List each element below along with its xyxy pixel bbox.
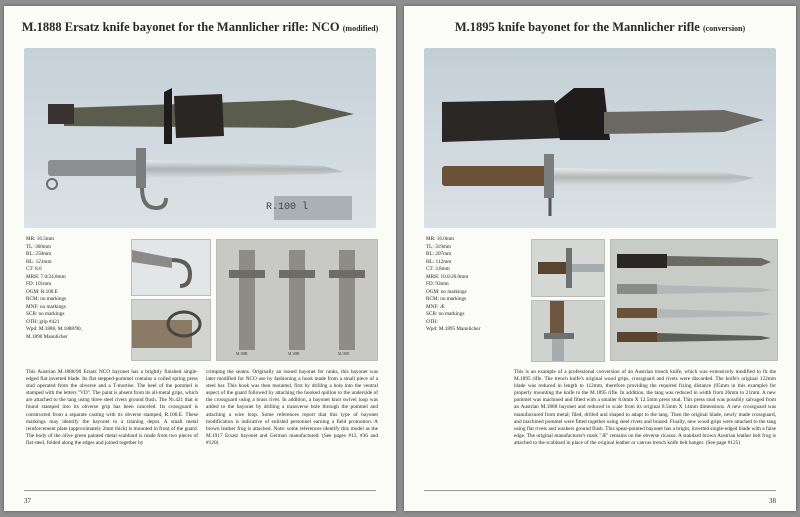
left-body-column-1: This Austrian M.1888/90 Ersatz NCO bayonet has a brightly finished single-edged flat inverted blade. Its flat stepped-pommel contains a coiled spring press stud operated from the obverse and a T-mortise. The heel of the pommel is stamped with the letters "VD". The paint is absent from its all-metal grips, which are attached to the tang using three steel rivets ground flush. The Nr.421 that is found stamped into its obverse grip has been canceled. Its crossguard is constructed from a separate casting with its obverse stamped, R.100.E. These markings may identify the bayonet to a training depot. A small metal reinforcement plate (approximately 2mm thick) is mounted in front of the guard. The body of the olive green painted metal scabbard is made from two pieces of flat steel, folded along the edges and joined together by — [26, 369, 198, 446]
footer-rule — [24, 490, 376, 491]
left-specs — [26, 236, 82, 341]
spec-line: HL: 121mm — [26, 258, 52, 265]
spec-line: Wpd: M.1888, M.1888/90, — [26, 326, 82, 332]
spec-line: MRH: 10.0/26.0mm — [426, 273, 469, 280]
left-body-column-2: crimping the seams. Originally an issued bayonet for ranks, this bayonet was later modified for NCO use by fashioning a hook made from a small piece of a steel bar. This hook was then mounted, first by drilling a hole into the ventral aspect of the guard followed by attaching the hooked quillon to the underside of the crossguard using a brass rivet. In addition, a bayonet knot swivel loop was added to the bayonet by drilling a transverse hole through the pommel and attaching a wire loop. Some references report that this type of bayonet modification is indicative of enlisted personnel earning a field promotion. A brown leather frog is attached. Note: some references identify this model as the M.1917 Ersatz bayonet and German manufactured. (See pages #12, #36 and #120) — [206, 369, 378, 446]
m1888-bayonet-photo — [24, 48, 376, 228]
ricasso-closeup-photo — [531, 300, 605, 362]
right-specs — [426, 236, 480, 334]
m1895-bayonet-photo — [424, 48, 776, 228]
loop-closeup-photo — [131, 299, 211, 361]
thumb-label: M.1888 — [288, 352, 300, 356]
spec-line: SCB: no markings — [426, 311, 465, 317]
spec-line: RCM: no markings — [26, 296, 67, 302]
spec-line: SCB: no markings — [26, 311, 65, 317]
spec-line: M.1890 Mannlicher — [26, 333, 68, 340]
spec-line: MR: 16.5mm — [26, 236, 54, 242]
spec-line: CT: 3.8mm — [426, 266, 450, 272]
spec-line: CT: 8.0 — [26, 266, 42, 272]
spec-line: OTH: grip #421 — [26, 318, 60, 325]
spec-line: MNF: Æ — [426, 303, 445, 310]
spec-line: BL: 207mm — [426, 251, 452, 257]
left-main-photo — [24, 48, 376, 228]
comparison-bayonets-photo — [610, 239, 778, 361]
page-number: 38 — [769, 497, 776, 505]
spec-line: TL: 360mm — [26, 243, 51, 250]
spec-line: RCM: no markings — [426, 296, 467, 302]
right-page — [404, 6, 796, 511]
left-title-text: M.1888 Ersatz knife bayonet for the Mannlicher rifle: NCO — [21, 20, 340, 34]
pommel-closeup-photo — [531, 239, 605, 297]
spec-line: Wpd: M.1895 Mannlicher — [426, 326, 481, 332]
right-title-text: M.1895 knife bayonet for the Mannlicher rifle — [454, 20, 700, 34]
spec-line: MR: 16.0mm — [426, 236, 454, 242]
spec-line: OTH: — [426, 318, 439, 325]
spec-line: HL: 112mm — [426, 258, 452, 265]
left-page — [4, 6, 396, 511]
right-body-text: This is an example of a professional conversion of an Austrian trench knife, which was extensively modified to fit the M.1895 rifle. The trench knife's original wood grips, crossguard and rivets were discarded. The knife's original 122mm blade was reduced in length to 112mm, therefore providing the required fixing distance (95mm in this example) for properly mounting the knife to the M.1895 rifle. In addition, the tang was reduced in width from 26mm to 21mm. A new pommel was machined and fitted with a smaller 8.0mm X 12.5mm press stud. This press stud was possibly salvaged from an Austrian M.1888 bayonet and reduced in scale from its original 8.5mm X 14mm dimensions. A new crossguard was manufactured from metal; filed, drilled and shaped to adapt to the tang. Then the original blade, newly made crossguard, and machined pommel were fitted together using steel rivets and brazed. Finally, new wood grips were attached to the tang using flat rivets and washers ground flush. This spear-pointed bayonet has a bright, inverted single-edged blade with a false edge. The original manufacturer's mark "Æ" remains on the obverse ricasso. A standard brown Austrian leather belt frog is attached to the scabbard in place of the original leather or canvas trench knife belt hanger. (See page #125) — [514, 369, 776, 446]
footer-rule — [424, 490, 776, 491]
spec-line: MNF: no markings — [26, 303, 66, 310]
serial-mark: R.100 l — [266, 202, 309, 213]
spec-line: MRH: 7.0/24.8mm — [26, 273, 66, 280]
spec-line: FD: 101mm — [26, 281, 52, 287]
hook-closeup-photo — [131, 239, 211, 296]
three-bayonets-photo — [216, 239, 378, 361]
right-title-suffix: (conversion) — [702, 24, 746, 33]
left-title-suffix: (modified) — [342, 24, 379, 33]
spec-line: TL: 319mm — [426, 243, 451, 250]
page-number: 37 — [24, 497, 31, 505]
right-page-title — [404, 20, 796, 35]
thumb-label: M.1895 — [338, 352, 350, 356]
spec-line: BL: 250mm — [26, 251, 52, 257]
spec-line: FD: 93mm — [426, 281, 449, 287]
thumb-label: M.1888 — [236, 352, 248, 356]
left-page-title — [4, 20, 396, 35]
right-main-photo — [424, 48, 776, 228]
spec-line: OGM: no markings — [426, 288, 467, 295]
spec-line: OGM: R.100.E — [26, 288, 58, 295]
